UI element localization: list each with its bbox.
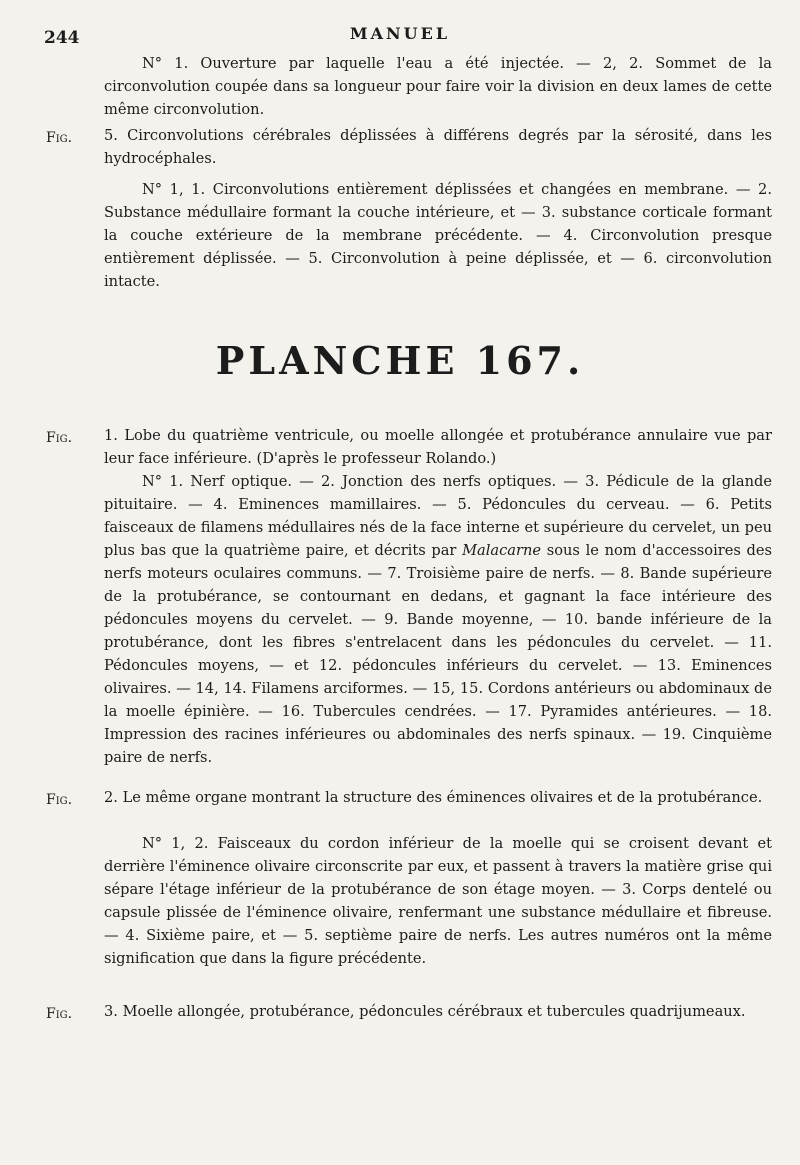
fig5-legend [104, 178, 772, 293]
page-header [0, 20, 800, 50]
fig1-sub-text [104, 470, 772, 769]
fig5-sub-text: N° 1, 1. Circonvolutions entièrement déplissées et changées en membrane. — 2. Substance médullaire formant la couche intérieure, et — 3. substance corticale formant la couche extérieure de la membrane précédente. — 4. Circonvolution presque entièrement déplissée. — 5. Circonvolution à peine déplissée, et — 6. circonvolution intacte. [104, 181, 772, 290]
fig3-caption [104, 1000, 772, 1023]
fig5-label: Fig. [46, 130, 73, 146]
plate-title: PLANCHE 167. [215, 338, 585, 383]
fig5-text: 5. Circonvolutions cérébrales déplissées à différens degrés par la sérosité, dans les hydrocéphales. [104, 127, 772, 167]
fig2-text: 2. Le même organe montrant la structure des éminences olivaires et de la protubérance. [104, 789, 763, 806]
fig2-caption [104, 786, 772, 809]
fig5-caption [104, 124, 772, 170]
fig1-caption [104, 424, 772, 470]
fig1-legend [104, 470, 772, 769]
fig2-sub-text: N° 1, 2. Faisceaux du cordon inférieur de la moelle qui se croisent devant et derrière l'éminence olivaire circonscrite par eux, et passent à travers la matière grise qui sépare l'étage inférieur de la protubérance de son étage moyen. — 3. Corps dentelé ou capsule plissée de l'éminence olivaire, renfermant une substance médullaire et fibreuse. — 4. Sixième paire, et — 5. septième paire de nerfs. Les autres numéros ont la même signification que dans la figure précédente. [104, 835, 772, 967]
no1-paragraph [104, 52, 772, 121]
fig3-label: Fig. [46, 1006, 73, 1022]
running-title: MANUEL [349, 24, 451, 43]
malacarne-name: Malacarne [462, 542, 542, 559]
fig1-label: Fig. [46, 430, 73, 446]
fig1-sub-after: sous le nom d'accessoires des nerfs moteurs oculaires communs. — 7. Troisième paire de nerfs. — 8. Bande supérieure de la protubérance, se contournant en dedans, et gagnant la face intérieure des pédoncules moyens du cervelet. — 9. Bande moyenne, — 10. bande inférieure de la protubérance, dont les fibres s'entrelacent dans les pédoncules du cervelet. — 11. Pédoncules moyens, — et 12. pédoncules inférieurs du cervelet. — 13. Eminences olivaires. — 14, 14. Filamens arciformes. — 15, 15. Cordons antérieurs ou abdominaux de la moelle épinière. — 16. Tubercules cendrées. — 17. Pyramides antérieures. — 18. Impression des racines inférieures ou abdominales des nerfs spinaux. — 19. Cinquième paire de nerfs. [104, 542, 773, 766]
page-number: 244 [44, 28, 80, 48]
no1-text: N° 1. Ouverture par laquelle l'eau a été injectée. — 2, 2. Sommet de la circonvolution coupée dans sa longueur pour faire voir la division en deux lames de cette même circonvolution. [104, 55, 772, 118]
fig2-label: Fig. [46, 792, 73, 808]
fig1-text: 1. Lobe du quatrième ventricule, ou moelle allongée et protubérance annulaire vue par leur face inférieure. (D'après le professeur Rolando.) [104, 427, 772, 467]
fig2-legend [104, 832, 772, 970]
fig1-sub-before: N° 1. Nerf optique. — 2. Jonction des nerfs optiques. — 3. Pédicule de la glande pituitaire. — 4. Eminences mamillaires. — 5. Pédoncules du cerveau. — 6. Petits faisceaux de filamens médullaires nés de la face interne et supérieure du cervelet, un peu plus bas que la quatrième paire, et décrits par [104, 473, 772, 559]
fig3-text: 3. Moelle allongée, protubérance, pédoncules cérébraux et tubercules quadrijumeaux. [104, 1003, 746, 1020]
